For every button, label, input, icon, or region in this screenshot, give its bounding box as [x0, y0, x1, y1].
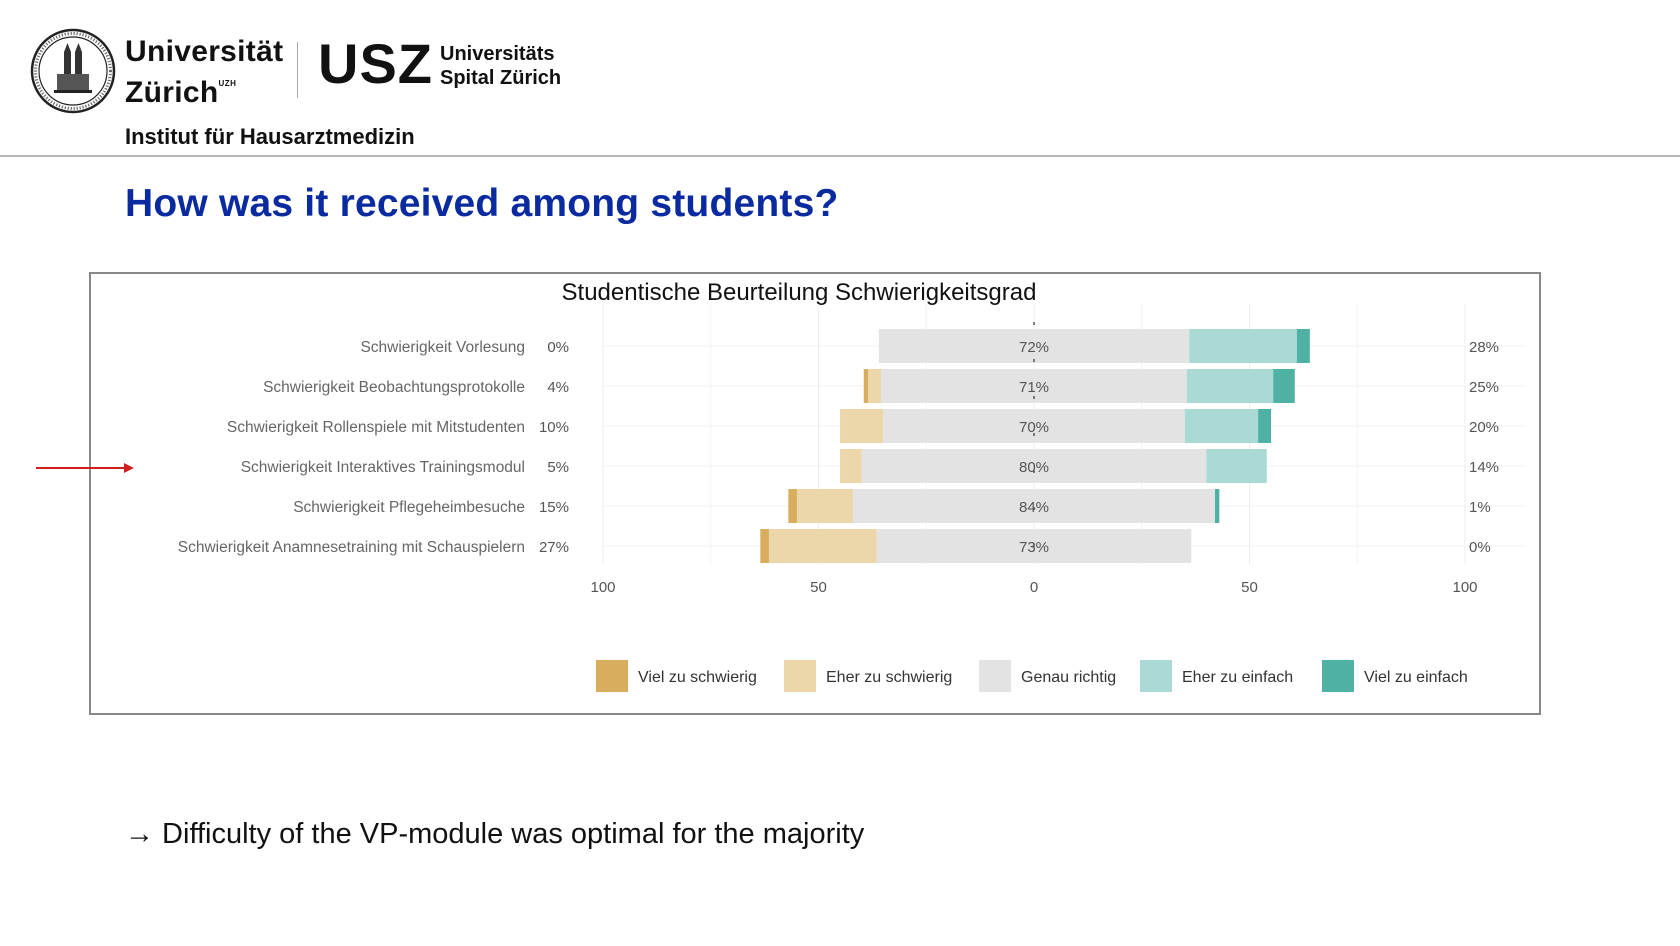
left-percent-label: 0%: [547, 339, 569, 356]
chart-frame: [89, 272, 1541, 715]
legend-label: Eher zu schwierig: [826, 669, 953, 686]
bar-viel-zu-einfach: [1297, 329, 1310, 363]
right-percent-label: 25%: [1469, 379, 1500, 396]
category-label: Schwierigkeit Anamnesetraining mit Schauspielern: [177, 539, 525, 556]
usz-logo-mark: USZ: [318, 32, 433, 95]
x-tick-label: 50: [810, 579, 827, 596]
uzh-suffix: UZH: [218, 79, 237, 88]
x-tick-label: 100: [1452, 579, 1478, 596]
bar-genau-richtig-right: [1034, 449, 1206, 483]
right-percent-label: 14%: [1469, 459, 1500, 476]
bar-viel-zu-schwierig: [788, 489, 797, 523]
category-label: Schwierigkeit Vorlesung: [360, 339, 525, 356]
right-percent-label: 28%: [1469, 339, 1500, 356]
bar-eher-zu-schwierig: [769, 529, 877, 563]
center-percent-label: 70%: [1018, 419, 1050, 436]
left-percent-label: 5%: [547, 459, 569, 476]
legend-label: Genau richtig: [1021, 669, 1117, 686]
bar-eher-zu-schwierig: [840, 409, 883, 443]
center-percent-label: 84%: [1018, 499, 1050, 516]
legend-swatch: [596, 660, 628, 692]
usz-name-line2: Spital Zürich: [440, 67, 562, 89]
bar-genau-richtig-right: [1034, 369, 1187, 403]
bar-genau-richtig-right: [1034, 329, 1189, 363]
legend-swatch: [1322, 660, 1354, 692]
bar-viel-zu-schwierig: [760, 529, 769, 563]
bar-eher-zu-einfach: [1206, 449, 1266, 483]
uzh-name-line2: Zürich: [125, 76, 219, 109]
bar-eher-zu-einfach: [1189, 329, 1297, 363]
left-percent-label: 4%: [547, 379, 569, 396]
conclusion-text: → Difficulty of the VP-module was optimal for the majority: [125, 818, 865, 850]
bar-viel-zu-einfach: [1273, 369, 1295, 403]
slide-title: How was it received among students?: [125, 182, 839, 225]
usz-wordmark: [440, 42, 561, 90]
left-percent-label: 15%: [538, 499, 569, 516]
header-divider: [0, 155, 1680, 157]
center-percent-label: 80%: [1018, 459, 1050, 476]
legend-swatch: [979, 660, 1011, 692]
institute-name: Institut für Hausarztmedizin: [125, 124, 415, 149]
legend-swatch: [784, 660, 816, 692]
logo-separator: [297, 42, 298, 98]
slide-header: [0, 0, 1680, 158]
usz-name-line1: Universitäts: [440, 43, 555, 65]
center-percent-label: 73%: [1018, 539, 1050, 556]
bar-eher-zu-schwierig: [840, 449, 862, 483]
bar-eher-zu-schwierig: [797, 489, 853, 523]
center-percent-label: 72%: [1018, 339, 1050, 356]
category-label: Schwierigkeit Beobachtungsprotokolle: [263, 379, 525, 396]
category-label: Schwierigkeit Interaktives Trainingsmodul: [240, 459, 525, 476]
center-percent-label: 71%: [1018, 379, 1050, 396]
bar-genau-richtig-left: [881, 369, 1034, 403]
bar-eher-zu-schwierig: [868, 369, 881, 403]
uzh-name-line1: Universität: [125, 35, 284, 68]
bar-viel-zu-einfach: [1215, 489, 1219, 523]
bar-genau-richtig-left: [883, 409, 1034, 443]
legend-label: Viel zu schwierig: [638, 669, 757, 686]
x-tick-label: 100: [590, 579, 616, 596]
category-label: Schwierigkeit Pflegeheimbesuche: [293, 499, 525, 516]
left-percent-label: 10%: [538, 419, 569, 436]
legend-label: Eher zu einfach: [1182, 669, 1294, 686]
highlight-arrow-icon: [36, 461, 136, 475]
bar-genau-richtig-right: [1034, 529, 1191, 563]
bar-eher-zu-einfach: [1187, 369, 1273, 403]
bar-viel-zu-einfach: [1258, 409, 1271, 443]
x-tick-label: 50: [1241, 579, 1258, 596]
right-percent-label: 1%: [1469, 499, 1491, 516]
right-percent-label: 20%: [1469, 419, 1500, 436]
chart-title: Studentische Beurteilung Schwierigkeitsgrad: [561, 279, 1037, 306]
bar-genau-richtig-left: [853, 489, 1034, 523]
right-percent-label: 0%: [1469, 539, 1491, 556]
bar-viel-zu-schwierig: [864, 369, 868, 403]
uzh-wordmark: [125, 36, 283, 109]
x-tick-label: 0: [1029, 579, 1039, 596]
likert-chart: [91, 274, 1539, 713]
left-percent-label: 27%: [538, 539, 569, 556]
bar-genau-richtig-left: [862, 449, 1034, 483]
uzh-seal-logo: [30, 28, 116, 114]
bar-eher-zu-einfach: [1185, 409, 1258, 443]
category-label: Schwierigkeit Rollenspiele mit Mitstudenten: [226, 419, 525, 436]
legend-swatch: [1140, 660, 1172, 692]
bar-genau-richtig-right: [1034, 489, 1215, 523]
bar-genau-richtig-right: [1034, 409, 1185, 443]
legend-label: Viel zu einfach: [1364, 669, 1468, 686]
bar-genau-richtig-left: [879, 329, 1034, 363]
bar-genau-richtig-left: [877, 529, 1034, 563]
